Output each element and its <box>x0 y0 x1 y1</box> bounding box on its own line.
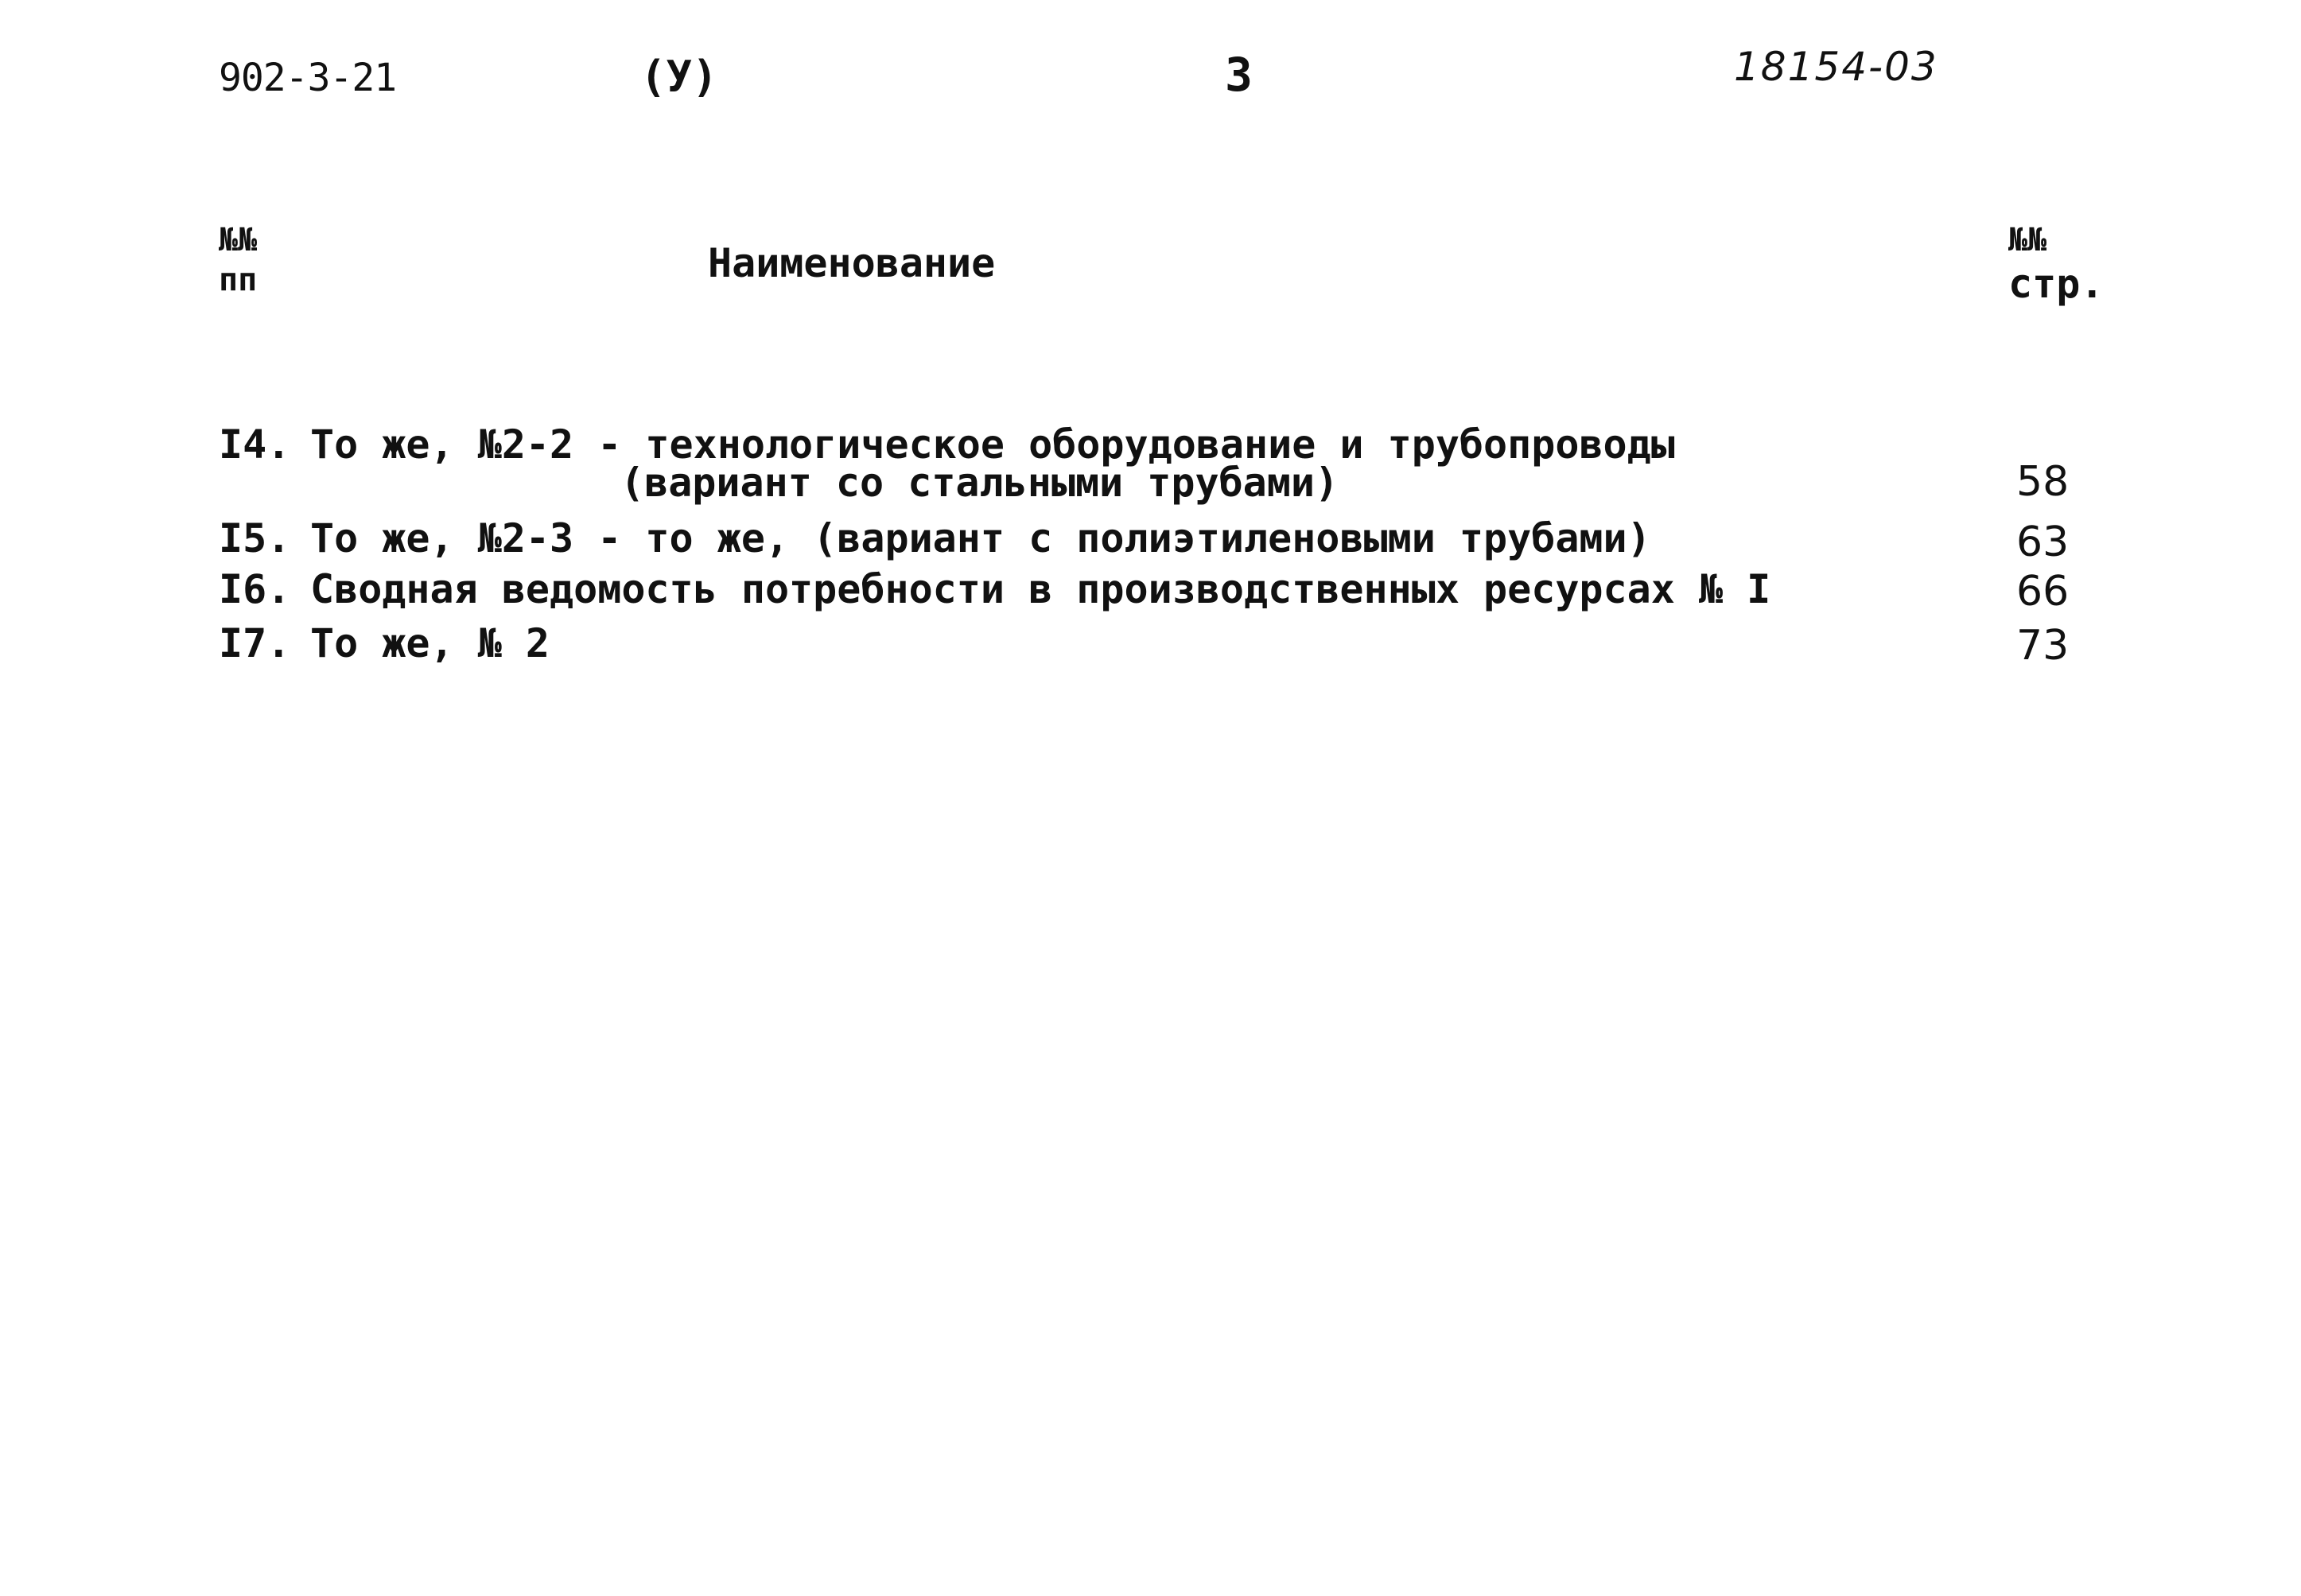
item-number: I7. <box>219 620 291 666</box>
item-page: 73 <box>2016 622 2070 670</box>
document-category: (У) <box>640 52 718 102</box>
item-page: 58 <box>2016 458 2070 506</box>
item-name-continuation: (вариант со стальными трубами) <box>620 460 1339 506</box>
column-number-heading: №№ <box>219 222 258 258</box>
item-page: 66 <box>2016 568 2070 615</box>
item-page: 63 <box>2016 518 2070 566</box>
item-name: То же, №2-3 - то же, (вариант с полиэтиленовыми трубами) <box>310 515 1651 561</box>
column-page-heading-sub: стр. <box>2008 261 2105 307</box>
item-name: Сводная ведомость потребности в производственных ресурсах № I <box>310 566 1771 612</box>
page-number: 3 <box>1225 48 1253 102</box>
column-page-heading: №№ <box>2008 222 2047 258</box>
document-code: 902-3-21 <box>219 56 397 100</box>
inventory-number: 18154-03 <box>1734 44 1938 90</box>
column-name-heading: Наименование <box>708 240 996 286</box>
item-number: I4. <box>219 421 291 468</box>
item-number: I5. <box>219 515 291 561</box>
item-name: То же, №2-2 - технологическое оборудование и трубопроводы <box>310 421 1675 468</box>
item-name: То же, № 2 <box>310 620 550 666</box>
column-number-heading-sub: пп <box>219 262 258 298</box>
item-number: I6. <box>219 566 291 612</box>
